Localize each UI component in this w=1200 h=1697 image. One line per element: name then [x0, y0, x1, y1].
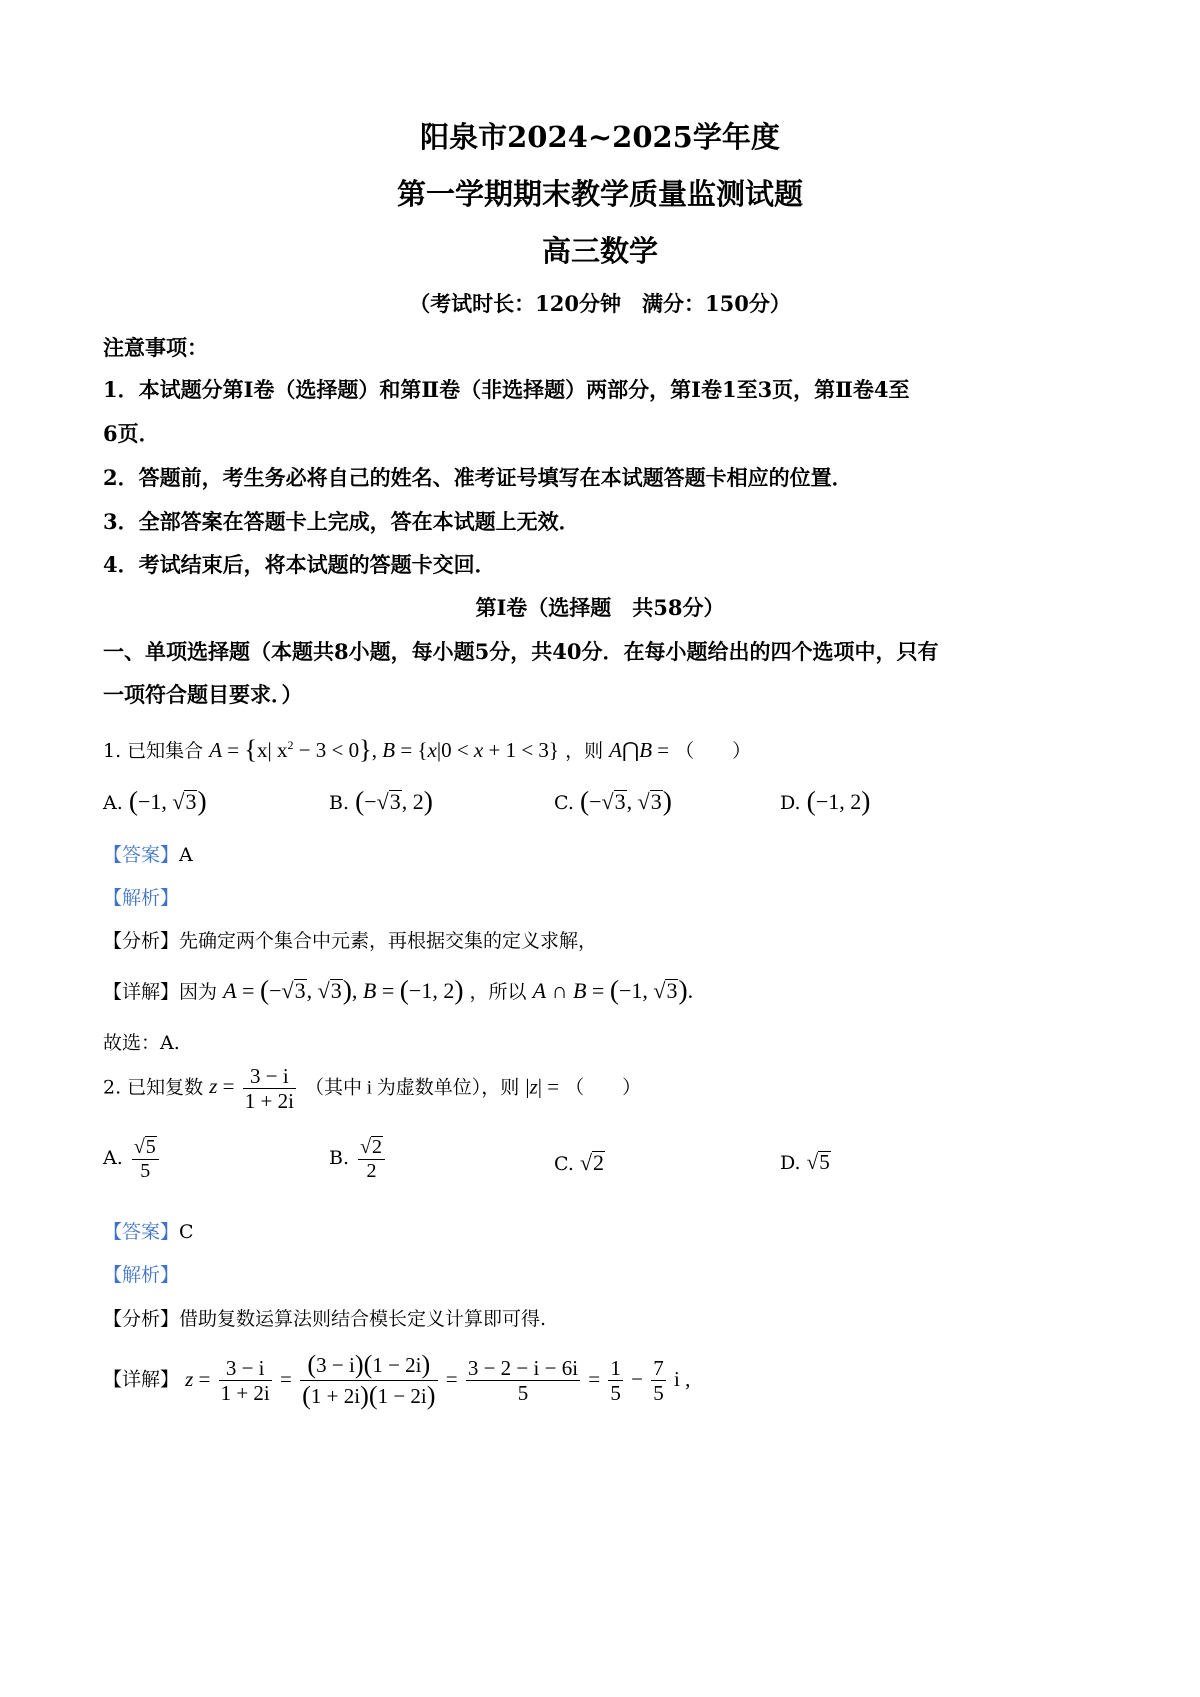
question-1-analysis-tag: 【解析】 [103, 887, 180, 909]
question-1-xiangjie [103, 974, 693, 1006]
answer-value: A [179, 844, 193, 866]
question-1-blank: （ ） [675, 740, 752, 762]
notes-item-1: 1．本试题分第Ⅰ卷（选择题）和第Ⅱ卷（非选择题）两部分，第Ⅰ卷1至3页，第Ⅱ卷4至 [103, 377, 910, 402]
notes-item-1-cont: 6页． [103, 421, 160, 446]
question-2-fenxi [103, 1304, 546, 1331]
question-2-analysis-tag: 【解析】 [103, 1264, 180, 1286]
question-2-note: （其中 [304, 1076, 362, 1099]
xiangjie-result-formula: A ∩ B = (−1, √3). [532, 974, 694, 1005]
fenxi-tag: 【分析】 [103, 1308, 180, 1330]
exam-info: （考试时长：120分钟 满分：150分） [409, 291, 791, 316]
exam-title-subject: 高三数学 [541, 234, 658, 268]
question-1-prefix: 1. 已知集合 [103, 740, 204, 762]
question-2-imaginary-unit: i [362, 1077, 377, 1099]
exam-title-region: 阳泉市2024~2025学年度 [420, 120, 780, 154]
question-1-fenxi [103, 926, 597, 953]
notes-item-3: 3．全部答案在答题卡上完成，答在本试题上无效． [103, 509, 580, 534]
notes-heading: 注意事项： [103, 335, 208, 360]
xiangjie-tag: 【详解】 [103, 981, 180, 1003]
question-2 [103, 1064, 641, 1113]
option-b-label: B. [329, 1147, 350, 1170]
question-2-prefix: 2. 已知复数 [103, 1076, 204, 1099]
question-1-intersection-formula: A [609, 738, 622, 762]
question-1-mid: ，则 [565, 740, 604, 762]
question-2-z-formula: z = $\frac{3 - i}{1 + 2i}$ [209, 1064, 294, 1114]
answer-value: C [179, 1221, 194, 1243]
question-2-answer [103, 1217, 194, 1244]
exam-title-term: 第一学期期末教学质量监测试题 [396, 177, 803, 211]
question-1-option-b: B. (−√3, 2) [329, 785, 433, 816]
notes-item-2: 2．答题前，考生务必将自己的姓名、准考证号填写在本试题答题卡相应的位置． [103, 465, 853, 490]
fenxi-text: 先确定两个集合中元素，再根据交集的定义求解， [179, 930, 598, 952]
notes-item-4: 4．考试结束后，将本试题的答题卡交回． [103, 552, 496, 577]
question-2-option-d: D. √5 [780, 1150, 830, 1174]
question-2-modulus-formula: |z| = [525, 1074, 560, 1099]
section-intro-cont: 一项符合题目要求．） [103, 682, 303, 707]
option-c-label: C. [554, 1153, 574, 1175]
question-2-option-a: A. $\frac{√5}{5}$ [103, 1136, 162, 1183]
question-1-option-a: A. (−1, √3) [103, 785, 207, 816]
option-a-label: A. [103, 792, 123, 814]
section-intro: 一、单项选择题（本题共8小题，每小题5分，共40分．在每小题给出的四个选项中，只有 [103, 639, 939, 664]
question-1: 1. 已知集合 A = {x| $x^2 - 3 < 0$}, B = {x|0 < x + 1 < 3} ，则 A⋂B = （ ） [103, 735, 752, 764]
question-1-answer [103, 840, 193, 867]
question-1-option-c: C. (−√3, √3) [554, 785, 672, 816]
answer-tag: 【答案】 [103, 844, 180, 866]
option-d-label: D. [780, 1152, 801, 1174]
fenxi-text: 借助复数运算法则结合模长定义计算即可得. [179, 1308, 547, 1330]
option-a-label: A. [103, 1147, 123, 1170]
option-b-label: B. [329, 792, 350, 814]
question-2-xiangjie [103, 1350, 690, 1411]
fenxi-tag: 【分析】 [103, 930, 180, 952]
section-title: 第Ⅰ卷（选择题 共58分） [475, 595, 725, 620]
question-2-option-b: B. $\frac{√2}{2}$ [329, 1136, 388, 1183]
question-1-sets-formula: A [209, 738, 223, 762]
option-d-label: D. [780, 792, 801, 814]
xiangjie-computation-formula: z = $\frac{3 - i}{1 + 2i}$ = $\frac{(3 - i)(1 - 2i)}{(1 + 2i)(1 - 2i)}$ = $\frac{3 - 2 - i - 6i}{5}$ = $\frac{1}{5}$ − $\frac{7}{5}$ i , [185, 1350, 691, 1411]
option-c-label: C. [554, 792, 574, 814]
xiangjie-pre: 因为 [179, 981, 218, 1003]
question-2-option-c: C. √2 [554, 1150, 605, 1175]
xiangjie-sets-formula: A = (−√3, √3), B = (−1, 2) [223, 974, 464, 1005]
question-1-option-d: D. (−1, 2) [780, 785, 871, 816]
question-2-note2: 为虚数单位），则 [376, 1076, 520, 1099]
xiangjie-tag: 【详解】 [103, 1368, 180, 1391]
question-2-blank: （ ） [565, 1076, 642, 1099]
question-1-conclusion: 故选：A. [103, 1032, 180, 1054]
xiangjie-mid: ，所以 [469, 981, 527, 1003]
answer-tag: 【答案】 [103, 1221, 180, 1243]
